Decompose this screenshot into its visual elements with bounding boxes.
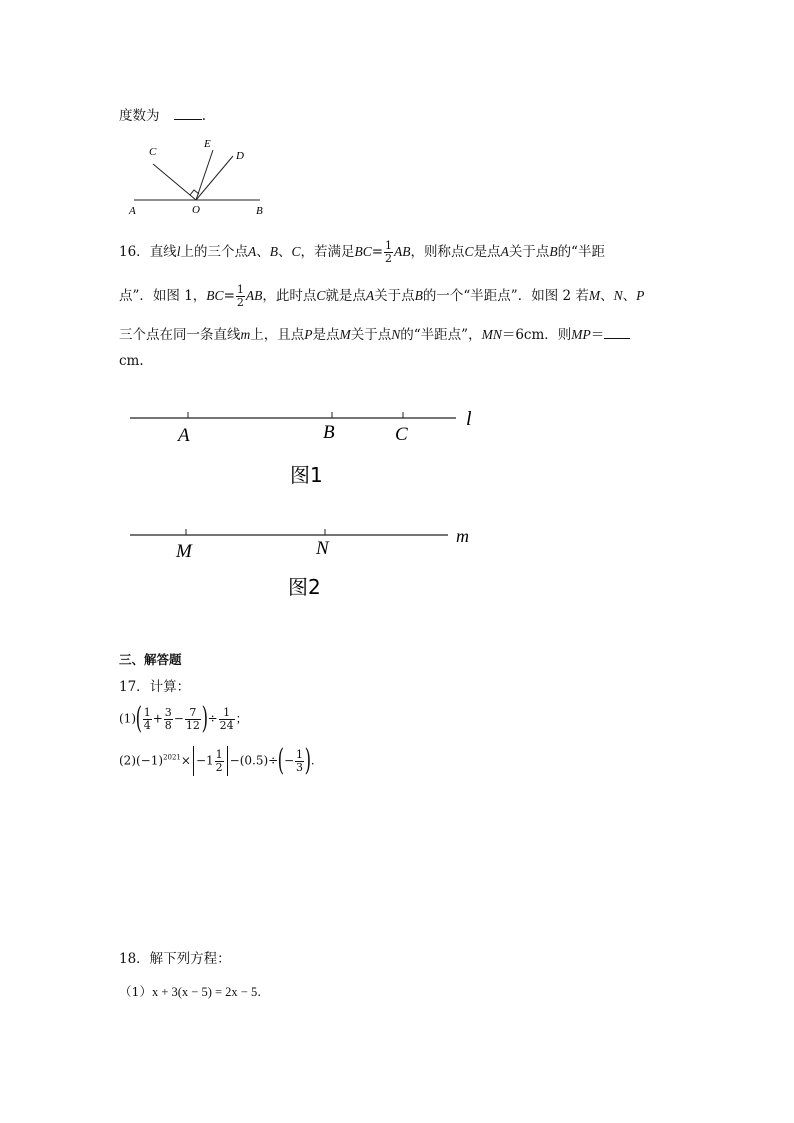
denominator: 4 (143, 718, 151, 732)
var-AB: AB (394, 244, 411, 259)
text: 关于点 (508, 244, 550, 260)
text: 关于点 (350, 327, 392, 343)
part-label: (1) (119, 711, 136, 726)
right-paren: ) (304, 743, 312, 778)
middle-expression: −(0.5)÷ (229, 753, 279, 768)
text: = (371, 244, 384, 260)
q17-part-2 (119, 743, 315, 778)
fraction-1-24 (219, 707, 235, 732)
numerator: 1 (385, 239, 393, 252)
numerator: 1 (236, 283, 244, 296)
text: 的一个“半距点”．如图 2 若 (422, 288, 589, 304)
q16-line-3 (119, 323, 630, 343)
var-m: m (240, 327, 251, 342)
divide-sign: ÷ (207, 711, 218, 726)
ray-OC (153, 164, 196, 200)
figure-1 (120, 402, 490, 497)
var-l: l (176, 244, 181, 259)
times-sign: × (180, 753, 191, 768)
var-BC: BC (206, 288, 224, 303)
equation: x + 3(x − 5) = 2x − 5 (151, 985, 258, 999)
text: 点”．如图 1， (119, 288, 207, 304)
denominator: 2 (385, 252, 393, 265)
point-label-A: A (178, 425, 190, 446)
text: ，此时点 (262, 288, 317, 304)
line-label-l: l (466, 408, 472, 430)
question-number: 16． (119, 244, 150, 260)
mixed-whole: −1 (195, 753, 214, 768)
label-D: D (236, 150, 244, 162)
numerator: 1 (215, 747, 223, 761)
q15-period: . (201, 108, 207, 124)
numerator: 7 (185, 707, 201, 720)
exponent: 2021 (163, 753, 181, 762)
section-heading: 三、解答题 (119, 652, 182, 667)
label-C: C (149, 146, 157, 158)
var-M: M (588, 288, 601, 303)
fraction-half (384, 240, 393, 265)
denominator: 3 (296, 760, 303, 774)
semicolon: ； (235, 711, 248, 726)
q18-part-1 (119, 982, 261, 1000)
q17-part-1 (119, 701, 248, 736)
text: ＝ (590, 327, 605, 343)
point-label-C: C (395, 424, 408, 445)
var-MN: MN (481, 327, 502, 342)
q15-text: 度数为 (119, 108, 160, 124)
abs-bar-left (193, 746, 194, 776)
var-A: A (247, 244, 257, 259)
part-label: (2) (119, 753, 136, 768)
part-label: （1） (119, 984, 152, 999)
minus-sign: − (283, 753, 294, 768)
text: 直线 (149, 244, 177, 260)
var-A: A (500, 244, 509, 259)
point-label-B: B (323, 422, 335, 443)
q18-title: 18．解下列方程： (119, 951, 231, 967)
q17-title: 17．计算： (119, 679, 191, 695)
text: 是点 (473, 244, 501, 260)
text: ，则称点 (410, 244, 465, 260)
denominator: 2 (215, 760, 223, 774)
text: ＝6cm．则 (501, 327, 572, 343)
label-A: A (129, 205, 136, 217)
q16-line-4 (119, 353, 144, 369)
q15-answer-line (119, 104, 206, 124)
text: = (223, 288, 235, 304)
var-P: P (636, 288, 645, 303)
text: 关于点 (374, 288, 415, 304)
text: 、 (600, 288, 614, 304)
abs-bar-right (227, 746, 228, 776)
var-B: B (549, 244, 558, 259)
text: 上，且点 (250, 327, 305, 343)
figure-2 (120, 520, 490, 610)
numerator: 1 (296, 747, 303, 761)
line-label-m: m (456, 526, 469, 546)
var-N: N (613, 288, 623, 303)
text: ，若满足 (300, 244, 355, 260)
fraction-1-3 (295, 749, 304, 774)
var-C: C (291, 244, 301, 259)
text: 就是点 (325, 288, 366, 304)
text: 、 (256, 244, 270, 260)
text: 上的三个点 (180, 244, 248, 260)
denominator: 12 (185, 718, 200, 732)
fraction-7-12 (185, 707, 201, 732)
text: cm. (119, 353, 144, 369)
base: (−1) (136, 753, 164, 768)
text: 三个点在同一条直线 (119, 327, 241, 343)
var-N: N (391, 327, 401, 342)
var-MP: MP (571, 327, 591, 342)
ray-OE (196, 150, 213, 200)
point-label-M: M (176, 541, 192, 562)
angle-figure (120, 134, 280, 224)
var-M: M (339, 327, 351, 342)
period: . (257, 984, 262, 999)
var-C: C (464, 244, 474, 259)
denominator: 2 (236, 296, 244, 309)
minus-sign: − (173, 711, 184, 726)
q15-answer-blank (174, 107, 202, 120)
numerator: 3 (164, 705, 172, 719)
point-label-N: N (316, 538, 329, 559)
left-paren: ( (277, 743, 285, 778)
var-AB: AB (245, 288, 263, 303)
left-paren: ( (135, 701, 143, 736)
numerator: 1 (143, 705, 151, 719)
var-P: P (304, 327, 313, 342)
q16-line-1 (119, 240, 605, 265)
text: 、 (622, 288, 637, 304)
text: 、 (277, 244, 292, 260)
var-B: B (269, 244, 278, 259)
var-A: A (365, 288, 375, 303)
text: 的“半距 (557, 244, 605, 260)
q16-line-2 (119, 284, 644, 309)
var-C: C (316, 288, 326, 303)
q16-answer-blank (604, 326, 630, 339)
figure-2-caption: 图2 (288, 575, 321, 599)
denominator: 8 (164, 718, 172, 732)
label-B: B (256, 205, 263, 217)
label-E: E (204, 138, 211, 150)
denominator: 24 (219, 718, 234, 732)
fraction-1-4 (143, 707, 152, 732)
plus-sign: + (152, 711, 163, 726)
text: 的“半距点”， (400, 327, 482, 343)
figure-1-caption: 图1 (290, 463, 323, 487)
fraction-half (236, 284, 245, 309)
fraction-3-8 (164, 707, 173, 732)
fraction-1-2 (215, 749, 224, 774)
text: 是点 (312, 327, 340, 343)
label-O: O (192, 204, 200, 216)
period: . (310, 753, 315, 768)
var-B: B (414, 288, 423, 303)
numerator: 1 (219, 707, 235, 720)
ray-OD (196, 156, 233, 200)
var-BC: BC (354, 244, 372, 259)
right-paren: ) (201, 701, 208, 736)
